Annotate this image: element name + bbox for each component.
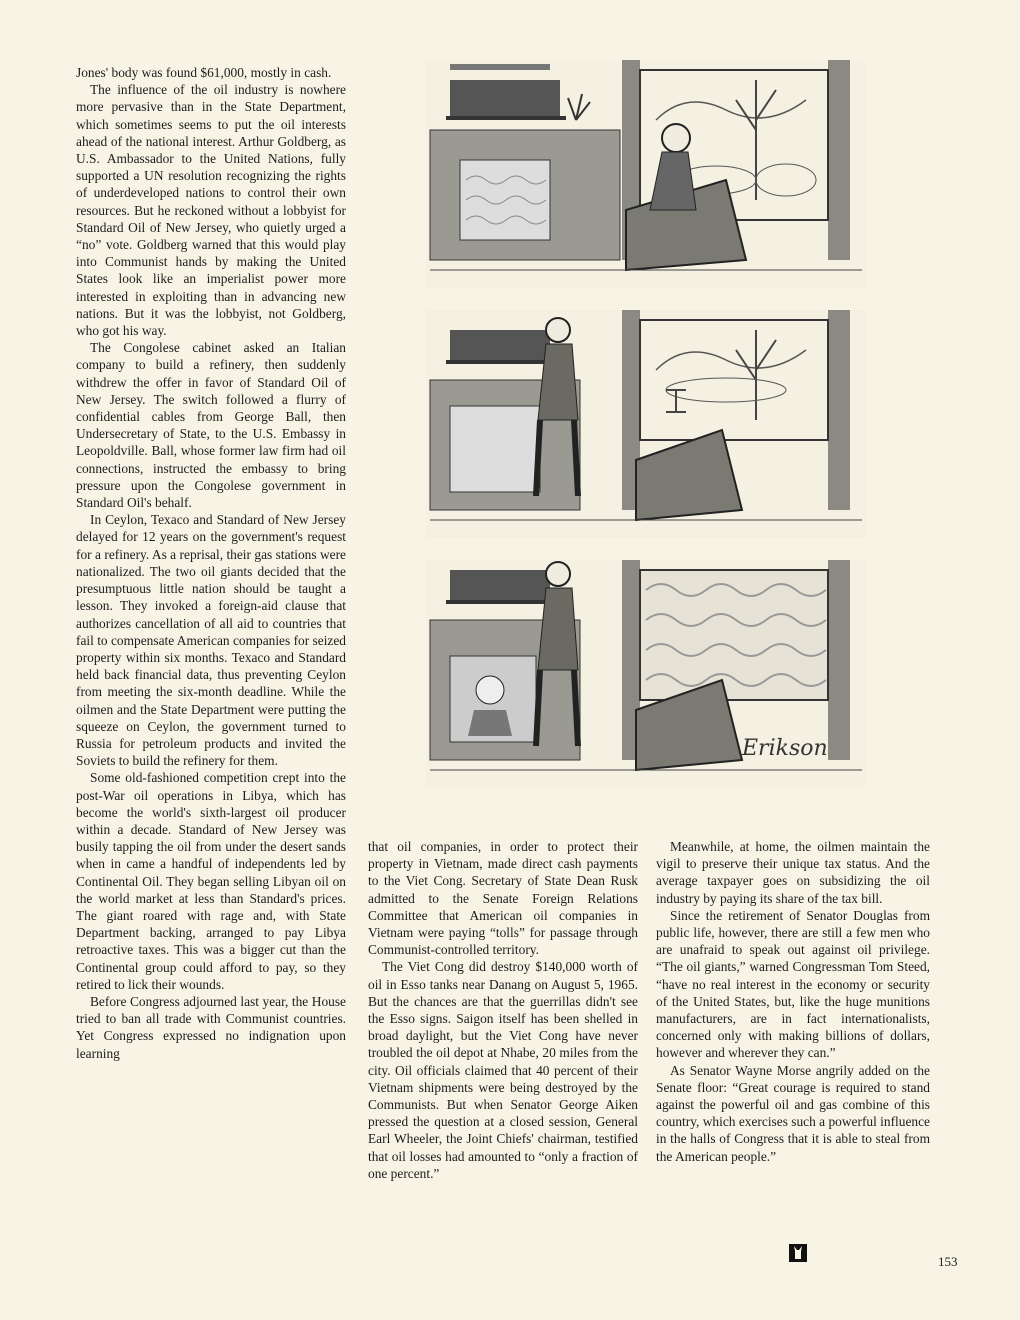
paragraph: Since the retirement of Senator Douglas from public life, however, there are still a few men who are unafraid to speak out against oil privilege. “The oil giants,” warned Congressman Tom Steed, “have no real interest in the economy or security of the United States, but, like the huge munitions manufacturers, are in fact internationalists, concerned only with making billions of dollars, however and wherever they can.” — [656, 907, 930, 1061]
paragraph: Meanwhile, at home, the oilmen maintain the vigil to preserve their unique tax status. And the average taxpayer goes on subsidizing the oil industry by paying its share of the tax bill. — [656, 839, 930, 906]
cartoon-panel-1 — [426, 60, 866, 288]
cartoon-panel-2 — [426, 310, 866, 538]
page-number: 153 — [938, 1254, 958, 1269]
paragraph: As Senator Wayne Morse angrily added on the Senate floor: “Great courage is required to stand against the powerful oil and gas combine of this country, which exercises such a powerful influence in the halls of Congress that it is able to steal from the American people.” — [656, 1062, 930, 1164]
paragraph: The Viet Cong did destroy $140,000 worth of oil in Esso tanks near Danang on August 5, 1965. But the chances are that the guerrillas didn't see the Esso signs. Saigon itself has been shelled in broad daylight, but the Viet Cong have never troubled the oil depot at Nhabe, 20 miles from the city. Oil officials claimed that 40 percent of their Vietnam shipments were being destroyed by the Communists. But when Senator George Aiken pressed the question at a closed session, General Earl Wheeler, the Joint Chiefs' chairman, testified that oil losses had amounted to “only a fraction of one percent.” — [368, 959, 638, 1181]
paragraph: Jones' body was found $61,000, mostly in cash. — [76, 65, 332, 80]
article-column-1 — [76, 64, 346, 1062]
paragraph: that oil companies, in order to protect their property in Vietnam, made direct cash payments to the Viet Cong. Secretary of State Dean Rusk admitted to the Senate Foreign Relations Committee that American oil companies in Vietnam were paying “tolls” for passage through Communist-controlled territory. — [368, 839, 638, 958]
paragraph: The Congolese cabinet asked an Italian company to build a refinery, then suddenly withdrew the offer in favor of Standard Oil of New Jersey. The switch followed a flurry of confidential cables from George Ball, then Undersecretary of State, to the U.S. Embassy in Leopoldville. Ball, whose former law firm had oil connections, instructed the embassy to bring pressure upon the Congolese government in Standard Oil's behalf. — [76, 340, 346, 511]
cartoon-illustration — [426, 60, 866, 800]
article-column-3 — [656, 838, 930, 1165]
rabbit-logo-icon — [789, 1244, 807, 1262]
cartoonist-signature: Erikson — [742, 736, 828, 761]
article-column-2 — [368, 838, 638, 1182]
paragraph: In Ceylon, Texaco and Standard of New Jersey delayed for 12 years on the government's request for a refinery. As a reprisal, their gas stations were nationalized. The two oil giants decided that the presumptuous little nation should be taught a lesson. They invoked a foreign-aid clause that authorizes cancellation of all aid to countries that fail to compensate American companies for seized property within six months. Texaco and Standard held back financial data, thus preventing Ceylon from meeting the six-month deadline. While the oilmen and the State Department were putting the squeeze on Ceylon, the government turned to Russia for petroleum products and invited the Soviets to build the refinery for them. — [76, 512, 346, 769]
paragraph: The influence of the oil industry is nowhere more pervasive than in the State Department, which sometimes seems to put the oil interests ahead of the national interest. Arthur Goldberg, as U.S. Ambassador to the United Nations, fully supported a UN resolution recognizing the rights of underdeveloped nations to control their own resources. But he reckoned without a lobbyist for Standard Oil of New Jersey, who quietly urged a “no” vote. Goldberg warned that this would play into Communist hands by making the United States look like an imperialist power more interested in exploiting than in advancing new nations. But it was the lobbyist, not Goldberg, who got his way. — [76, 82, 346, 339]
paragraph: Before Congress adjourned last year, the House tried to ban all trade with Communist countries. Yet Congress expressed no indignation upon learning — [76, 993, 346, 1061]
paragraph: Some old-fashioned competition crept into the post-War oil operations in Libya, which has become the world's sixth-largest oil producer within a decade. Standard of New Jersey was busily tapping the oil from under the desert sands when in came a handful of independents led by Continental Oil. They began selling Libyan oil on the world market at less than Standard's prices. The giant roared with rage and, with State Department backing, arranged to pay Libya retroactive taxes. This was a bigger cut than the Continental group could afford to pay, so they retired to lick their wounds. — [76, 770, 346, 992]
